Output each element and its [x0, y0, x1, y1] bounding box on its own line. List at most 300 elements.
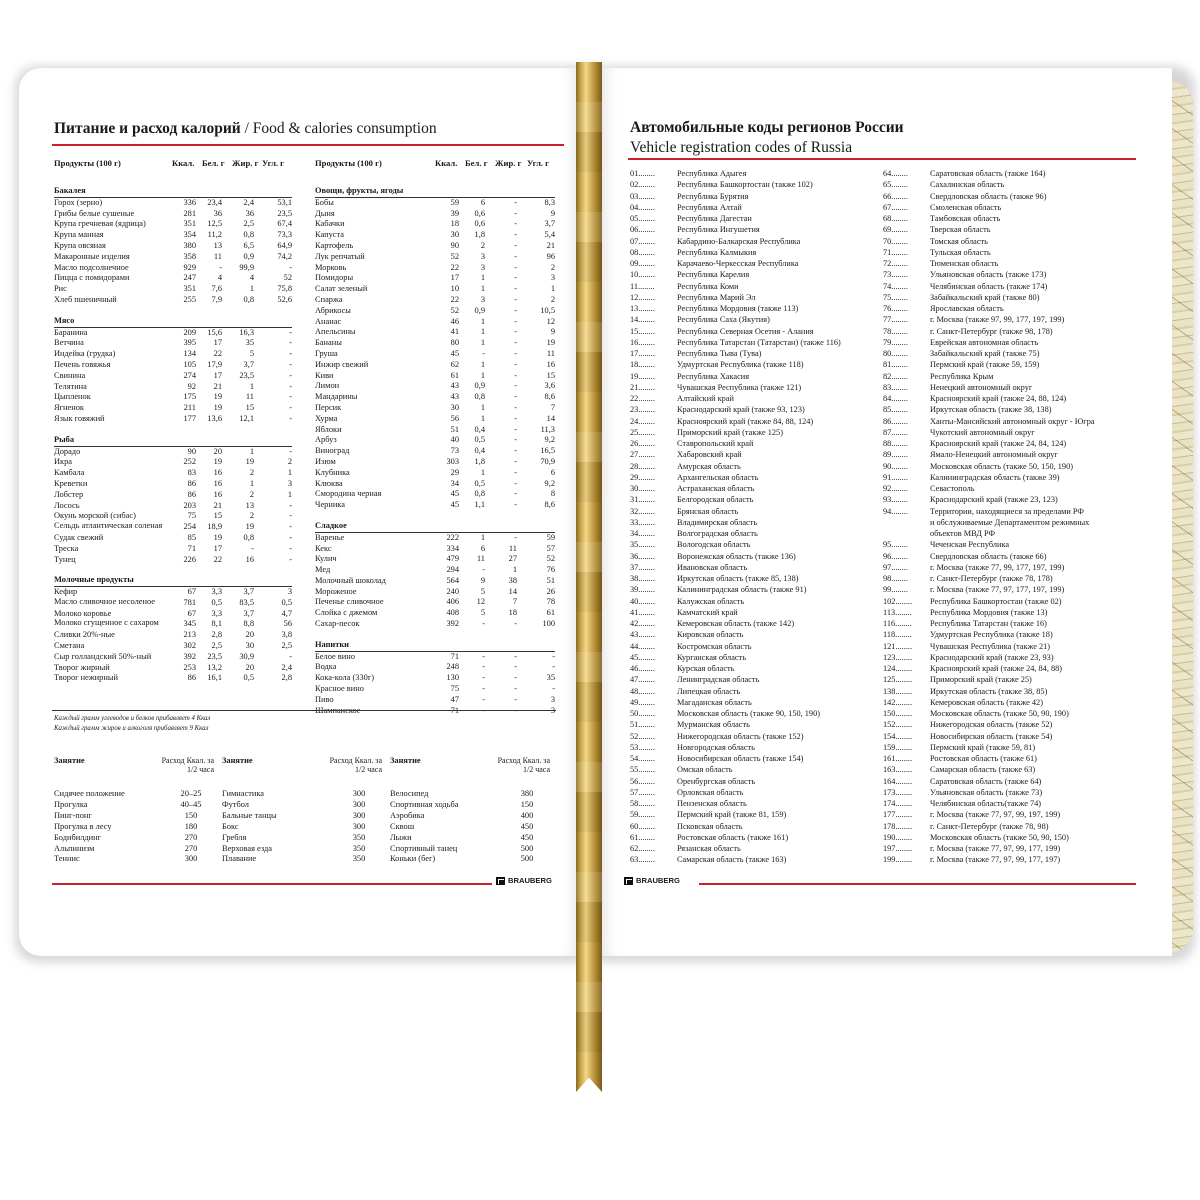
region-name: Владимирская область — [677, 517, 758, 527]
region-name: Орловская область — [677, 787, 744, 797]
region-name: г. Санкт-Петербург (также 78, 98) — [930, 821, 1049, 831]
notes-divider — [52, 710, 556, 711]
food-row: Кабачки 18 0,6 - 3,7 — [315, 219, 555, 229]
region-name: Красноярский край (также 24, 84, 88) — [930, 664, 1063, 673]
region-code-row — [630, 247, 841, 258]
region-code-row — [630, 517, 841, 528]
region-code: 84........ — [883, 394, 908, 403]
food-row: Тунец 226 22 16 - — [54, 554, 292, 564]
region-code: 48........ — [630, 686, 655, 696]
food-row: Цыпленок 175 19 11 - — [54, 392, 292, 402]
region-code-row — [630, 663, 841, 674]
activity-row: Гребля 350 — [222, 832, 366, 842]
region-code: 12........ — [630, 292, 655, 302]
region-code-row — [883, 292, 1095, 303]
region-code: 68........ — [883, 214, 908, 223]
region-name: Московская область (также 50, 150, 190) — [930, 461, 1073, 471]
food-section-title: Мясо — [54, 316, 292, 328]
region-name: Ленинградская область — [677, 675, 760, 685]
page-title-right — [630, 118, 904, 158]
food-row: Масло подсолнечное 929 - 99,9 - — [54, 262, 292, 272]
food-row: Сливки 20%-ные 213 2,8 20 3,8 — [54, 630, 292, 640]
activity-row: Спортивная ходьба 150 — [390, 799, 534, 809]
region-code: 15........ — [630, 326, 655, 336]
region-code-row — [883, 539, 1095, 550]
region-code-row — [883, 224, 1095, 235]
food-row: Творог жирный 253 13,2 20 2,4 — [54, 662, 292, 672]
region-code-row — [630, 652, 841, 663]
region-code: 87........ — [883, 427, 908, 437]
food-row: Спаржа 22 3 - 2 — [315, 294, 555, 304]
region-code: 38........ — [630, 574, 655, 583]
region-code-row — [630, 326, 841, 337]
region-code-row — [883, 213, 1095, 224]
region-name: г. Санкт-Петербург (также 98, 178) — [930, 326, 1053, 336]
region-code: 10........ — [630, 270, 655, 280]
region-code: 81........ — [883, 360, 908, 370]
region-code: 08........ — [630, 247, 655, 257]
food-row: Салат зеленый 10 1 - 1 — [315, 284, 555, 294]
region-name: Ростовская область (также 161) — [677, 832, 789, 842]
region-name: Пермский край (также 81, 159) — [677, 810, 787, 820]
region-name: Красноярский край (также 24, 84, 124) — [930, 439, 1067, 448]
region-code-row — [883, 821, 1095, 832]
region-code: 88........ — [883, 439, 908, 448]
food-row: Кефир 67 3,3 3,7 3 — [54, 587, 292, 597]
region-code-row — [883, 416, 1095, 427]
region-code-row — [883, 776, 1095, 787]
region-name: Республика Дагестан — [677, 214, 752, 223]
region-code: 57........ — [630, 787, 655, 797]
region-name: г. Москва (также 77, 97, 99, 197, 199) — [930, 810, 1061, 820]
region-code: 98........ — [883, 574, 908, 583]
region-name: Республика Татарстан (также 16) — [930, 619, 1047, 628]
region-code: 71........ — [883, 247, 908, 257]
region-name: Республика Алтай — [677, 202, 742, 212]
region-name: Новгородская область — [677, 742, 755, 752]
food-row: Картофель 90 2 - 21 — [315, 240, 555, 250]
region-code-row — [630, 821, 841, 832]
region-code: 72........ — [883, 259, 908, 268]
region-name: Курганская область — [677, 652, 746, 662]
region-code-row — [630, 562, 841, 573]
region-name: Архангельская область — [677, 472, 759, 482]
region-name: Ямало-Ненецкий автономный округ — [930, 450, 1058, 460]
region-name: Кемеровская область (также 42) — [930, 697, 1043, 707]
region-name: Иркутская область (также 38, 85) — [930, 686, 1048, 696]
region-code-row — [883, 281, 1095, 292]
region-name: Ульяновская область (также 73) — [930, 787, 1043, 797]
region-code: 31........ — [630, 495, 655, 505]
region-code — [883, 528, 930, 539]
food-row: Молоко коровье 67 3,3 3,7 4,7 — [54, 608, 292, 618]
region-name: Свердловская область (также 66) — [930, 551, 1047, 561]
region-name: Саратовская область (также 164) — [930, 169, 1046, 178]
region-code-row — [630, 427, 841, 438]
region-name: г. Москва (также 77, 97, 99, 177, 199) — [930, 844, 1061, 853]
region-code-row — [630, 292, 841, 303]
region-name: Ставропольский край — [677, 439, 754, 448]
region-code-row — [630, 697, 841, 708]
region-name: Нижегородская область (также 52) — [930, 720, 1053, 730]
region-code-row — [630, 798, 841, 809]
food-row: Клубника 29 1 - 6 — [315, 467, 555, 477]
region-name: Приморский край (также 25) — [930, 675, 1032, 685]
region-code-row — [630, 506, 841, 517]
food-row: Грибы белые сушеные 281 36 36 23,5 — [54, 208, 292, 218]
region-name: Республика Татарстан (Татарстан) (также 116) — [677, 337, 841, 347]
activity-row: Бальные танцы 300 — [222, 810, 366, 820]
region-name: Белгородская область — [677, 495, 754, 505]
region-code: 23........ — [630, 405, 655, 415]
food-row: Морковь 22 3 - 2 — [315, 262, 555, 272]
region-code-row — [630, 596, 841, 607]
region-name: Республика Коми — [677, 281, 739, 291]
region-code: 34........ — [630, 529, 655, 538]
region-name: Московская область (также 50, 90, 190) — [930, 709, 1069, 718]
region-code-row — [630, 573, 841, 584]
food-row: Печень говяжья 105 17,9 3,7 - — [54, 359, 292, 369]
food-row: Персик 30 1 - 7 — [315, 402, 555, 412]
region-code: 42........ — [630, 619, 655, 628]
food-row: Пицца с помидорами 247 4 4 52 — [54, 273, 292, 283]
region-name: г. Санкт-Петербург (также 78, 178) — [930, 574, 1053, 583]
region-code-row — [883, 168, 1095, 179]
region-code-row — [883, 393, 1095, 404]
food-table-col1 — [54, 186, 292, 684]
region-code: 17........ — [630, 349, 655, 358]
region-name: Чеченская Республика — [930, 540, 1010, 550]
region-code-row — [883, 764, 1095, 775]
region-name: Новосибирская область (также 54) — [930, 731, 1053, 741]
region-code: 44........ — [630, 641, 655, 651]
region-name: Республика Марий Эл — [677, 292, 756, 302]
food-row: Горох (зерно) 336 23,4 2,4 53,1 — [54, 197, 292, 207]
region-code-row — [630, 494, 841, 505]
region-code-row — [630, 269, 841, 280]
region-code-row — [630, 224, 841, 235]
codes-col2 — [883, 168, 1095, 866]
title-underline-right — [628, 158, 1136, 160]
region-code: 43........ — [630, 630, 655, 640]
food-section-title: Бакалея — [54, 186, 292, 198]
region-code: 35........ — [630, 540, 655, 550]
food-row: Крупа овсяная 380 13 6,5 64,9 — [54, 240, 292, 250]
right-page — [599, 68, 1172, 956]
region-code: 26........ — [630, 439, 655, 448]
region-code: 159........ — [883, 742, 913, 752]
activity-row: Аэробика 400 — [390, 810, 534, 820]
region-name: г. Москва (также 97, 99, 177, 197, 199) — [930, 315, 1065, 325]
region-code-row — [883, 742, 1095, 753]
region-code-row — [630, 607, 841, 618]
title-ru: Питание и расход калорий — [54, 120, 241, 137]
region-code: 69........ — [883, 225, 908, 235]
food-section-title: Напитки — [315, 640, 555, 652]
region-code-row — [883, 618, 1095, 629]
region-name: Краснодарский край (также 23, 93) — [930, 652, 1054, 662]
region-code: 45........ — [630, 652, 655, 662]
region-code-row — [883, 686, 1095, 697]
region-code-row — [883, 798, 1095, 809]
region-name: Челябинская область (также 174) — [930, 281, 1048, 291]
region-code: 60........ — [630, 821, 655, 831]
food-row: Виноград 73 0,4 - 16,5 — [315, 446, 555, 456]
food-row: Лобстер 86 16 2 1 — [54, 489, 292, 499]
activity-row: Сидячее положение 20–25 — [54, 789, 202, 798]
region-name: Красноярский край (также 84, 88, 124) — [677, 416, 814, 426]
region-code: 63........ — [630, 855, 655, 865]
region-code-row — [630, 674, 841, 685]
activity-row: Бокс 300 — [222, 821, 366, 831]
food-row: Варенье 222 1 - 59 — [315, 532, 555, 542]
food-row: Молоко сгущенное с сахаром 345 8,1 8,8 56 — [54, 619, 292, 629]
region-name: Самарская область (также 163) — [677, 855, 787, 865]
food-row: Треска 71 17 - - — [54, 543, 292, 553]
region-name: Еврейская автономная область — [930, 337, 1039, 347]
region-code-row — [883, 731, 1095, 742]
region-code: 96........ — [883, 551, 908, 561]
region-code-row — [883, 314, 1095, 325]
region-name: Калужская область — [677, 596, 745, 606]
region-code-row — [630, 539, 841, 550]
region-code: 92........ — [883, 484, 908, 493]
region-name: Калининградская область (также 91) — [677, 585, 807, 595]
region-name: Оренбургская область — [677, 776, 756, 786]
food-row: Индейка (грудка) 134 22 5 - — [54, 349, 292, 359]
region-code: 18........ — [630, 360, 655, 370]
region-code-row — [630, 832, 841, 843]
region-code: 29........ — [630, 472, 655, 482]
region-code: 50........ — [630, 709, 655, 718]
region-code: 74........ — [883, 281, 908, 291]
activity-row: Коньки (бег) 500 — [390, 854, 534, 864]
region-name: Липецкая область — [677, 686, 741, 696]
region-code-row — [630, 236, 841, 247]
region-code: 90........ — [883, 461, 908, 471]
region-name: Тюменская область — [930, 259, 999, 268]
food-row: Окунь морской (сибас) 75 15 2 - — [54, 511, 292, 521]
region-code: 161........ — [883, 754, 913, 763]
region-code: 125........ — [883, 675, 913, 685]
region-code-row — [883, 708, 1095, 719]
region-code: 65........ — [883, 180, 908, 190]
region-name: Кемеровская область (также 142) — [677, 619, 795, 628]
region-name: Пермский край (также 59, 159) — [930, 360, 1040, 370]
region-name: Краснодарский край (также 23, 123) — [930, 495, 1058, 505]
food-row: Судак свежий 85 19 0,8 - — [54, 532, 292, 542]
region-name: Нижегородская область (также 152) — [677, 731, 804, 741]
region-name: Иркутская область (также 38, 138) — [930, 405, 1052, 415]
food-row: Слойка с джемом 408 5 18 61 — [315, 608, 555, 618]
region-name: Удмуртская Республика (также 18) — [930, 630, 1053, 640]
region-code: 61........ — [630, 832, 655, 842]
region-code: 99........ — [883, 585, 908, 595]
region-name: Саратовская область (также 64) — [930, 776, 1042, 786]
region-code: 02........ — [630, 180, 655, 190]
region-code: 197........ — [883, 844, 913, 853]
food-row: Лимон 43 0,9 - 3,6 — [315, 381, 555, 391]
region-code: 190........ — [883, 832, 913, 842]
food-row: Черника 45 1,1 - 8,6 — [315, 500, 555, 510]
page-title-left — [54, 120, 437, 138]
region-code: 70........ — [883, 236, 908, 246]
region-code: 89........ — [883, 450, 908, 460]
activity-column: Занятие Расход Ккал. за 1/2 часа Велосипед 380 Спортивная ходьба 150 Аэробика 400 Сквош 450 Лыжи 450 Спортивный танец 500 Коньки (бег) 500 — [390, 756, 550, 864]
region-name: Республика Бурятия — [677, 191, 749, 201]
region-name: Смоленская область — [930, 202, 1002, 212]
region-name: Омская область — [677, 765, 733, 775]
region-code: 40........ — [630, 596, 655, 606]
region-code: 51........ — [630, 720, 655, 730]
region-name: Забайкальский край (также 80) — [930, 292, 1040, 302]
region-code: 85........ — [883, 405, 908, 415]
region-code-row — [630, 854, 841, 865]
region-code — [883, 517, 930, 528]
region-code: 14........ — [630, 315, 655, 325]
region-code: 49........ — [630, 697, 655, 707]
region-code-row — [630, 551, 841, 562]
food-row: Водка 248 - - - — [315, 662, 555, 672]
region-code-row — [630, 809, 841, 820]
food-row: Баранина 209 15,6 16,3 - — [54, 327, 292, 337]
food-row: Мед 294 - 1 76 — [315, 565, 555, 575]
activity-row: Верховая езда 350 — [222, 843, 366, 853]
food-row: Творог нежирный 86 16,1 0,5 2,8 — [54, 673, 292, 683]
region-code: 97........ — [883, 562, 908, 572]
region-code: 41........ — [630, 607, 655, 617]
region-name: Республика Башкортостан (также 102) — [677, 180, 813, 190]
food-row: Киви 61 1 - 15 — [315, 370, 555, 380]
region-code: 09........ — [630, 259, 655, 268]
region-code-row — [883, 326, 1095, 337]
region-name: Псковская область — [677, 821, 743, 831]
region-code: 116........ — [883, 619, 912, 628]
region-name: Красноярский край (также 24, 88, 124) — [930, 394, 1067, 403]
bottom-line-right — [699, 883, 1136, 885]
region-code-row — [883, 179, 1095, 190]
region-name: Удмуртская Республика (также 118) — [677, 360, 804, 370]
activity-column: Занятие Расход Ккал. за 1/2 часа Сидячее положение 20–25 Прогулка 40–45 Пинг-понг 150 Прогулка в лесу 180 Бодибилдинг 270 Альпинизм 270 Теннис 300 — [54, 756, 214, 864]
food-row: Помидоры 17 1 - 3 — [315, 273, 555, 283]
region-code-row — [630, 258, 841, 269]
region-code: 32........ — [630, 506, 655, 516]
note-protein: Каждый грамм углеводов и белков прибавляет 4 Ккал — [54, 715, 211, 722]
region-name: Кабардино-Балкарская Республика — [677, 236, 801, 246]
region-code: 150........ — [883, 709, 913, 718]
region-code-row — [883, 596, 1095, 607]
region-code: 76........ — [883, 304, 908, 313]
region-code-row — [630, 742, 841, 753]
food-section-title: Рыба — [54, 435, 292, 447]
region-code: 52........ — [630, 731, 655, 741]
region-code: 86........ — [883, 416, 908, 426]
region-name: Республика Хакасия — [677, 371, 750, 381]
region-code-row — [883, 517, 1095, 528]
region-code: 27........ — [630, 450, 655, 460]
region-name: Ростовская область (также 61) — [930, 754, 1037, 763]
region-code-row — [883, 202, 1095, 213]
food-row: Арбуз 40 0,5 - 9,2 — [315, 435, 555, 445]
food-row: Ветчина 395 17 35 - — [54, 338, 292, 348]
food-row: Лосось 203 21 13 - — [54, 500, 292, 510]
activity-row: Лыжи 450 — [390, 832, 534, 842]
region-name: г. Москва (также 77, 97, 177, 197, 199) — [930, 585, 1065, 595]
region-name: Курская область — [677, 664, 735, 673]
activity-row: Пинг-понг 150 — [54, 810, 198, 820]
food-row — [315, 706, 555, 717]
region-code: 177........ — [883, 810, 913, 820]
region-name: Сахалинская область — [930, 180, 1005, 190]
region-code-row — [630, 348, 841, 359]
activity-row: Теннис 300 — [54, 854, 198, 864]
region-code: 94........ — [883, 506, 908, 516]
bottom-line-left — [52, 883, 492, 885]
region-name: Астраханская область — [677, 484, 755, 493]
food-row: Печенье сливочное 406 12 7 78 — [315, 597, 555, 607]
food-row: Крупа гречневая (ядрица) 351 12,5 2,5 67,4 — [54, 219, 292, 229]
region-code-row — [630, 371, 841, 382]
region-code: 67........ — [883, 202, 908, 212]
title-underline — [52, 144, 564, 146]
region-code-row — [883, 809, 1095, 820]
region-code-row — [883, 528, 1095, 539]
region-code-row — [883, 832, 1095, 843]
region-name: Ярославская область — [930, 304, 1004, 313]
note-fat: Каждый грамм жиров и алкоголя прибавляет 9 Ккал — [54, 725, 209, 732]
food-row: Капуста 30 1,8 - 5,4 — [315, 230, 555, 240]
region-code-row — [883, 629, 1095, 640]
food-row: Абрикосы 52 0,9 - 10,5 — [315, 305, 555, 315]
region-code: 24........ — [630, 416, 655, 426]
bookmark-ribbon[interactable] — [576, 62, 602, 1092]
brand-icon — [496, 877, 505, 885]
region-name: Кировская область — [677, 630, 744, 640]
region-code-row — [883, 584, 1095, 595]
region-name: Пермский край (также 59, 81) — [930, 742, 1036, 752]
activity-row: Альпинизм 270 — [54, 843, 198, 853]
region-code-row — [883, 382, 1095, 393]
activity-row: Прогулка в лесу 180 — [54, 821, 198, 831]
region-name: Республика Саха (Якутия) — [677, 315, 770, 325]
region-code: 164........ — [883, 776, 913, 786]
region-code: 59........ — [630, 810, 655, 820]
region-code: 37........ — [630, 562, 655, 572]
region-code-row — [630, 731, 841, 742]
region-name: Воронежская область (также 136) — [677, 551, 796, 561]
region-name: Самарская область (также 63) — [930, 765, 1036, 775]
region-code-row — [630, 449, 841, 460]
region-code: 138........ — [883, 686, 913, 696]
food-row: Клюква 34 0,5 - 9,2 — [315, 478, 555, 488]
region-name: Магаданская область — [677, 697, 752, 707]
food-row: Кулич 479 11 27 52 — [315, 554, 555, 564]
food-row: Креветки 86 16 1 3 — [54, 478, 292, 488]
region-name: Севастополь — [930, 484, 975, 493]
region-code: 66........ — [883, 191, 908, 201]
food-row: Инжир свежий 62 1 - 16 — [315, 359, 555, 369]
region-code: 75........ — [883, 292, 908, 302]
region-code-row — [883, 371, 1095, 382]
region-name: Ненецкий автономный округ — [930, 382, 1033, 392]
region-name: Республика Крым — [930, 371, 994, 381]
region-name: Республика Мордовия (также 13) — [930, 607, 1048, 617]
region-code-row — [630, 303, 841, 314]
food-row: Изюм 303 1,8 - 70,9 — [315, 456, 555, 466]
region-code-row — [630, 776, 841, 787]
activity-row: Футбол 300 — [222, 799, 366, 809]
region-name: Территории, находящиеся за пределами РФ — [930, 506, 1084, 516]
